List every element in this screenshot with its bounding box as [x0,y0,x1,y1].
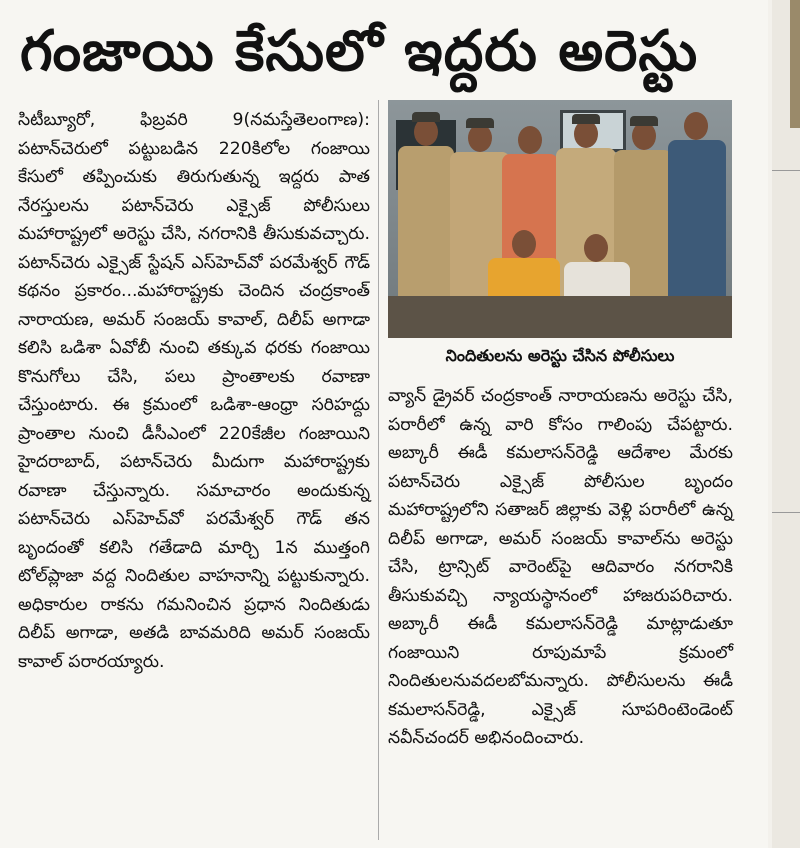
police-cap-icon [412,112,440,122]
person-figure [518,126,542,154]
police-cap-icon [630,116,658,126]
floor [388,296,732,338]
adjacent-divider [772,512,800,513]
news-photo [388,100,732,338]
police-cap-icon [572,114,600,124]
person-figure [512,230,536,258]
article-column-2 [388,382,733,753]
officer-figure [414,118,438,146]
officer-figure [684,112,708,140]
article-text-column-2: వ్యాన్ డ్రైవర్ చంద్రకాంత్ నారాయణను అరెస్టు చేసి, పరారీలో ఉన్న వారి కోసం గాలింపు చేపట్టారు. అబ్కారీ ఈడీ కమలాసన్‌రెడ్డి ఆదేశాల మేరకు పటాన్‌చెరు ఎక్సైజ్ పోలీసుల బృందం మహారాష్ట్రలోని సతాజర్ జిల్లాకు వెళ్లి పరారీలో ఉన్న దిలీప్ అగాడా, అమర్ సంజయ్ కావాల్‌ను అరెస్టు చేసి, ట్రాన్సిట్ వారెంట్‌పై ఆదివారం నగరానికి తీసుకువచ్చి న్యాయస్థానంలో హాజరుపరిచారు. అబ్కారీ ఈడీ కమలాసన్‌రెడ్డి మాట్లాడుతూ గంజాయిని రూపుమాపే క్రమంలో నిందితులనువదలబోమన్నారు. పోలీసులను ఈడీ కమలాసన్‌రెడ్డి, ఎక్సైజ్ సూపరింటెండెంట్ నవీన్‌చందర్ అభినందించారు. [388,386,733,748]
column-divider [378,100,379,840]
photo-caption: నిందితులను అరెస్టు చేసిన పోలీసులు [445,346,675,365]
officer-figure [574,120,598,148]
officer-figure [468,124,492,152]
person-figure [584,234,608,262]
officer-figure [632,122,656,150]
adjacent-photo [790,0,800,128]
article-column-1 [18,106,370,676]
police-cap-icon [466,118,494,128]
adjacent-divider [772,170,800,171]
article-text-column-1: సిటీబ్యూరో, ఫిబ్రవరి 9(నమస్తేతెలంగాణ): పటాన్‌చెరులో పట్టుబడిన 220కిలోల గంజాయి కేసులో తప్పించుకు తిరుగుతున్న ఇద్దరు పాత నేరస్తులను పటాన్‌చెరు ఎక్సైజ్ పోలీసులు మహారాష్ట్రలో అరెస్టు చేసి, నగరానికి తీసుకువచ్చారు. పటాన్‌చెరు ఎక్సైజ్ స్టేషన్ ఎస్‌హెచ్‌వో పరమేశ్వర్ గౌడ్ కథనం ప్రకారం...మహారాష్ట్రకు చెందిన చంద్రకాంత్ నారాయణ, అమర్ సంజయ్ కావాల్, దిలీప్ అగాడా కలిసి ఒడిశా ఏవోబీ నుంచి తక్కువ ధరకు గంజాయి కొనుగోలు చేసి, పలు ప్రాంతాలకు రవాణా చేస్తుంటారు. ఈ క్రమంలో ఒడిశా-ఆంధ్రా సరిహద్దు ప్రాంతాల నుంచి డీసీఎంలో 220కేజీల గంజాయిని హైదరాబాద్, పటాన్‌చెరు మీదుగా మహారాష్ట్రకు రవాణా చేస్తున్నారు. సమాచారం అందుకున్న పటాన్‌చెరు ఎస్‌హెచ్‌వో పరమేశ్వర్ గౌడ్ తన బృందంతో కలిసి గతేడాది మార్చి 1న ముత్తంగి టోల్‌ప్లాజా వద్ద నిందితుల వాహనాన్ని పట్టుకున్నారు. అధికారుల రాకను గమనించిన ప్రధాన నిందితుడు దిలీప్ అగాడా, అతడి బావమరిది అమర్ సంజయ్ కావాల్ పరారయ్యారు. [18,110,370,672]
headline: గంజాయి కేసులో ఇద్దరు అరెస్టు [20,19,699,84]
